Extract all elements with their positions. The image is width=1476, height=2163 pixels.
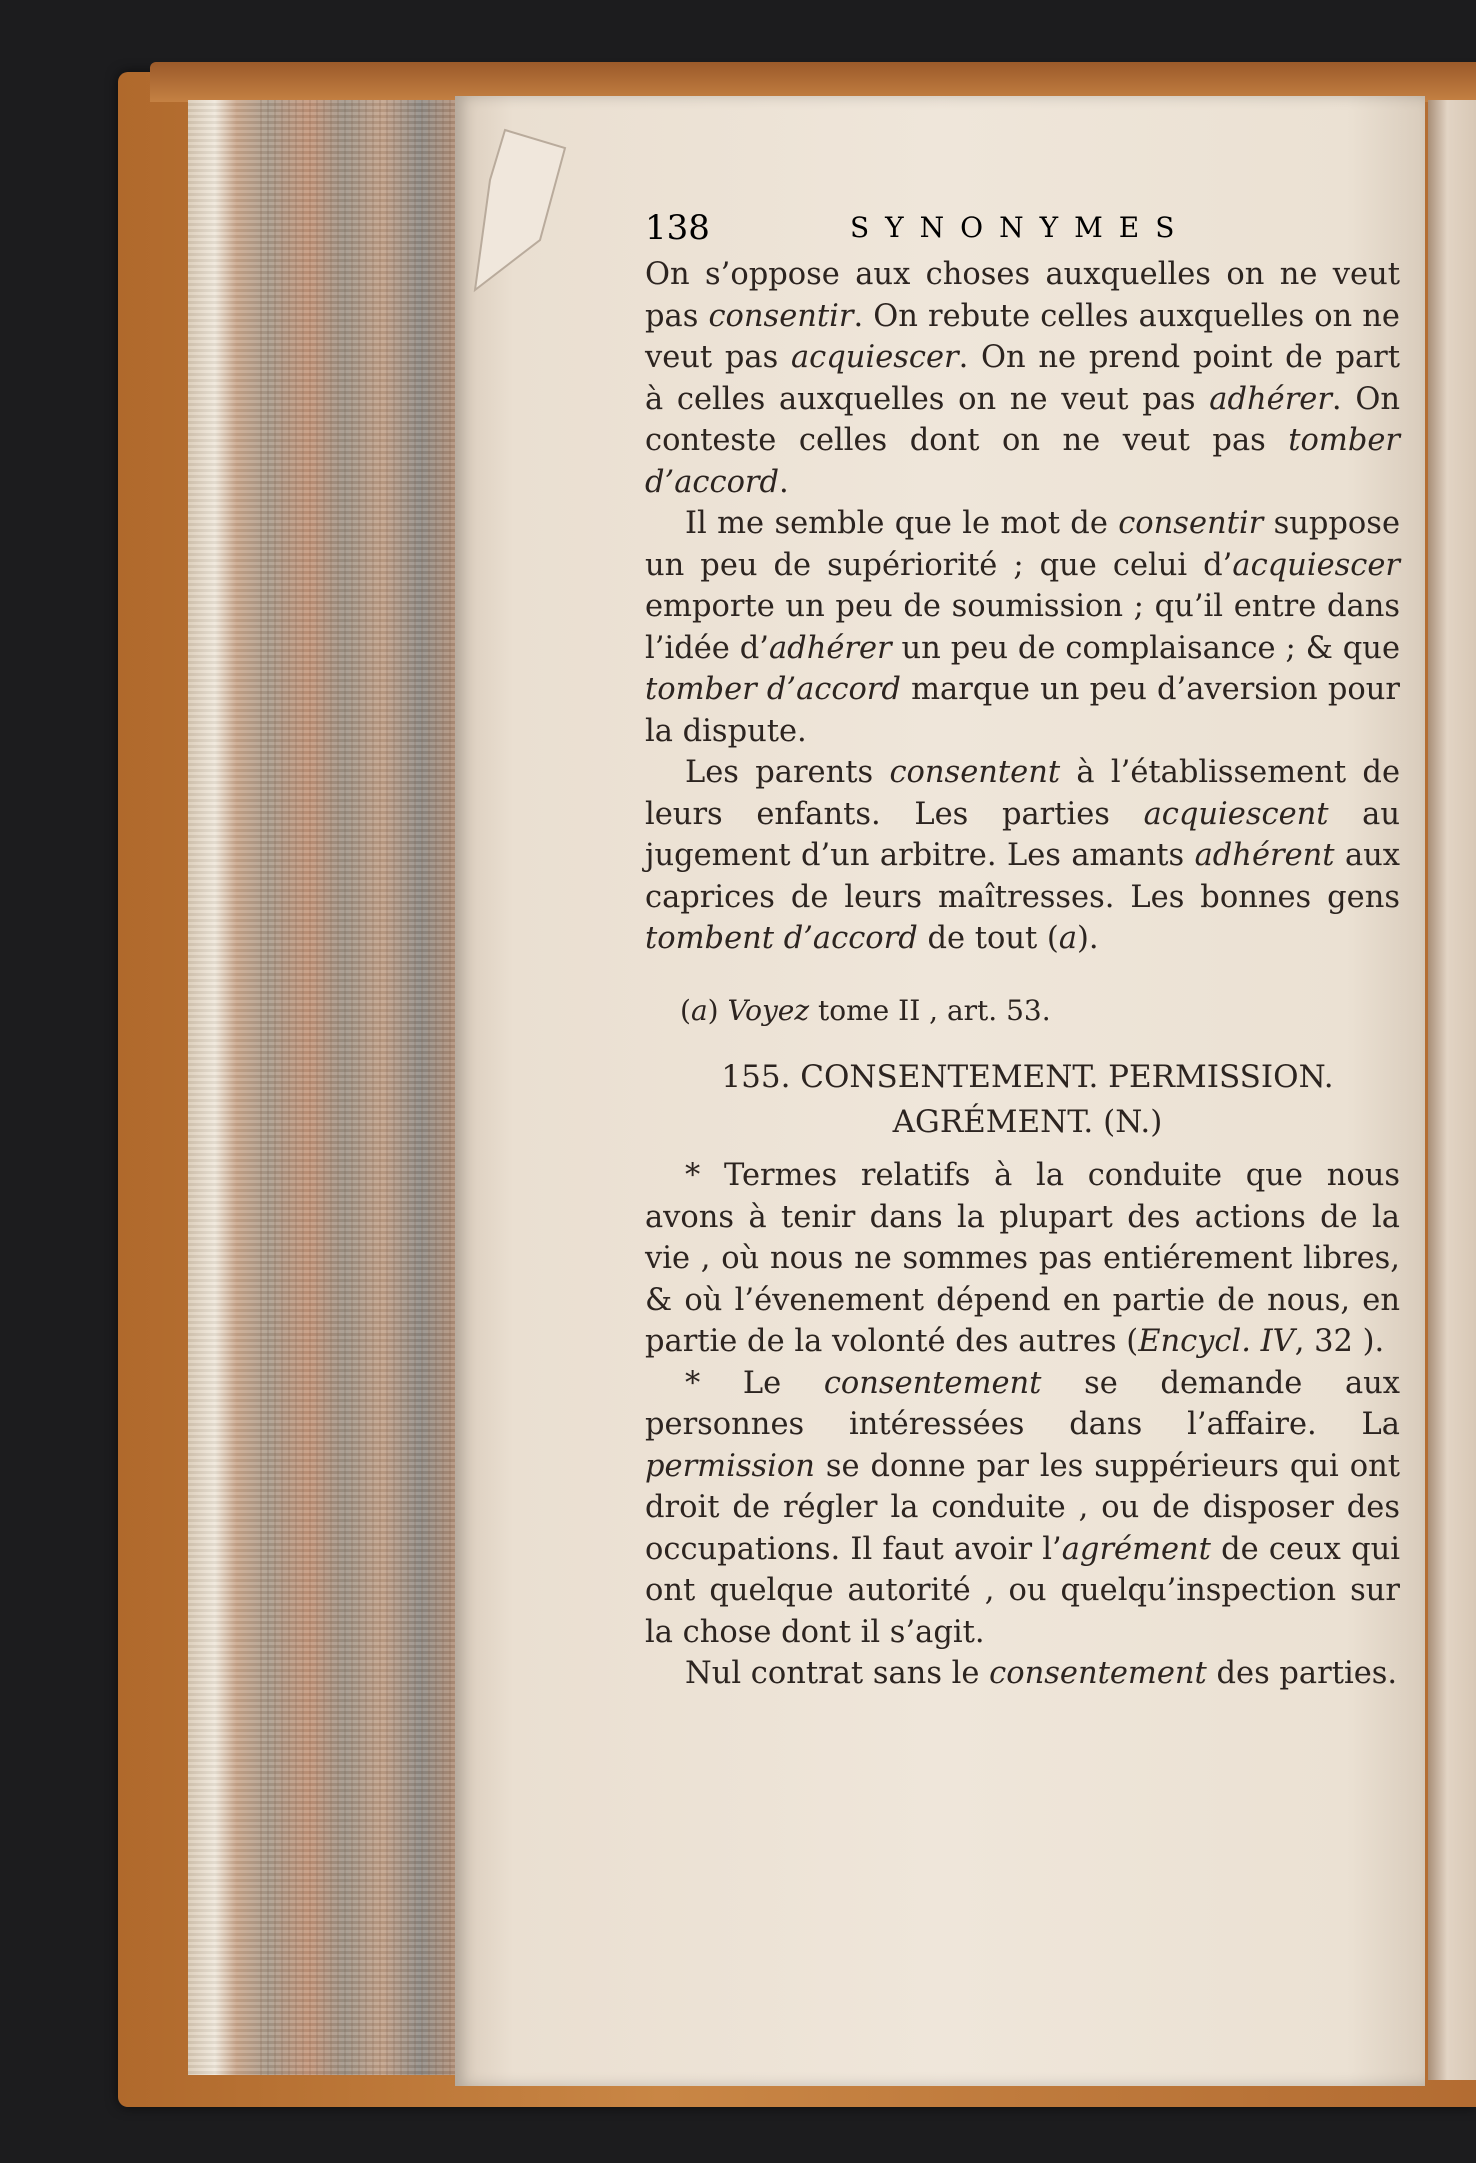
text-run: * Termes relatifs à la conduite que nous avons à tenir dans la plupart des actions de la vie , où nous ne sommes pas entiérement libres, & où l’évenement dépend en partie de nous, en partie de la volonté des autres ( bbox=[645, 1158, 1400, 1359]
text-run: Les parents bbox=[685, 755, 890, 790]
text-run: ). bbox=[1077, 921, 1099, 956]
italic-term: consentement bbox=[989, 1656, 1207, 1691]
italic-term: a bbox=[690, 993, 708, 1027]
paper-bookmark bbox=[470, 120, 570, 310]
text-run: un peu de complaisance ; & que bbox=[891, 630, 1401, 666]
text-run: Il me semble que le mot de bbox=[685, 506, 1119, 541]
text-run: se demande aux personnes intéressées dans l’affaire. La bbox=[645, 1365, 1400, 1442]
italic-term: permission bbox=[645, 1448, 815, 1484]
facing-page-edge bbox=[1428, 100, 1476, 2080]
italic-term: agrément bbox=[1061, 1531, 1211, 1567]
italic-term: tomber d’accord bbox=[645, 672, 901, 707]
text-run: . On ne prend point de part à celles auxquelles on ne veut pas bbox=[645, 340, 1400, 417]
text-run: , 32 ). bbox=[1294, 1324, 1385, 1359]
section-heading-line-2: AGRÉMENT. (N.) bbox=[892, 1104, 1163, 1140]
text-run: On s’oppose aux choses auxquelles on ne veut pas bbox=[645, 257, 1400, 334]
italic-term: adhérer bbox=[768, 630, 892, 666]
text-run: Nul contrat sans le bbox=[685, 1656, 990, 1691]
paragraph-5 bbox=[645, 1363, 1400, 1654]
page-number: 138 bbox=[645, 208, 710, 248]
italic-term: acquiescer bbox=[791, 340, 959, 375]
text-run: tome II , art. 53. bbox=[809, 993, 1051, 1027]
text-run: à l’établissement de leurs enfants. Les parties bbox=[645, 755, 1400, 832]
italic-term: a bbox=[1058, 921, 1078, 956]
italic-term: Encycl. IV bbox=[1138, 1324, 1295, 1359]
italic-term: tombent d’accord bbox=[645, 921, 918, 956]
italic-term: acquiescer bbox=[1232, 547, 1400, 583]
text-run: se donne par les suppérieurs qui ont droit de régler la conduite , ou de disposer des occupations. Il faut avoir l’ bbox=[645, 1448, 1400, 1567]
text-run: des parties. bbox=[1206, 1656, 1398, 1691]
text-run: marque un peu d’aversion pour la dispute. bbox=[645, 672, 1400, 749]
paragraph-3 bbox=[645, 752, 1400, 960]
italic-term: consentent bbox=[889, 755, 1061, 790]
page-text bbox=[645, 254, 1400, 1695]
text-run: . On rebute celles auxquelles on ne veut pas bbox=[645, 298, 1400, 375]
running-title: SYNONYMES bbox=[850, 211, 1191, 244]
text-run: aux caprices de leurs maîtresses. Les bonnes gens bbox=[645, 838, 1400, 915]
text-run: ( bbox=[680, 993, 691, 1027]
italic-term: consentir bbox=[1118, 506, 1264, 541]
text-run: emporte un peu de soumission ; qu’il entre dans l’idée d’ bbox=[645, 589, 1400, 666]
italic-term: consentir bbox=[708, 298, 854, 334]
italic-term: Voyez bbox=[727, 993, 810, 1027]
page-block-stripes bbox=[260, 100, 460, 2075]
text-run: * Le bbox=[685, 1365, 824, 1401]
italic-term: adhérer bbox=[1209, 381, 1332, 417]
paragraph-1 bbox=[645, 254, 1400, 503]
running-head bbox=[645, 208, 1400, 248]
paragraph-6 bbox=[645, 1653, 1400, 1695]
text-run: ) bbox=[707, 993, 728, 1027]
section-heading-line-1: 155. CONSENTEMENT. PERMISSION. bbox=[721, 1059, 1334, 1095]
paragraph-2 bbox=[645, 503, 1400, 752]
section-heading bbox=[645, 1055, 1400, 1145]
text-run: au jugement d’un arbitre. Les amants bbox=[645, 796, 1400, 873]
italic-term: tomber d’accord bbox=[645, 423, 1400, 500]
italic-term: acquiescent bbox=[1143, 796, 1329, 832]
italic-term: adhérent bbox=[1194, 838, 1335, 873]
footnote bbox=[645, 990, 1400, 1032]
text-run: de tout ( bbox=[917, 921, 1059, 956]
italic-term: consentement bbox=[823, 1365, 1042, 1401]
text-run: . On conteste celles dont on ne veut pas bbox=[645, 381, 1400, 458]
paragraph-4 bbox=[645, 1155, 1400, 1363]
text-run: suppose un peu de supériorité ; que celui d’ bbox=[645, 506, 1400, 583]
text-run: de ceux qui ont quelque autorité , ou quelqu’inspection sur la chose dont il s’agit. bbox=[645, 1531, 1400, 1650]
text-run: . bbox=[779, 464, 789, 500]
